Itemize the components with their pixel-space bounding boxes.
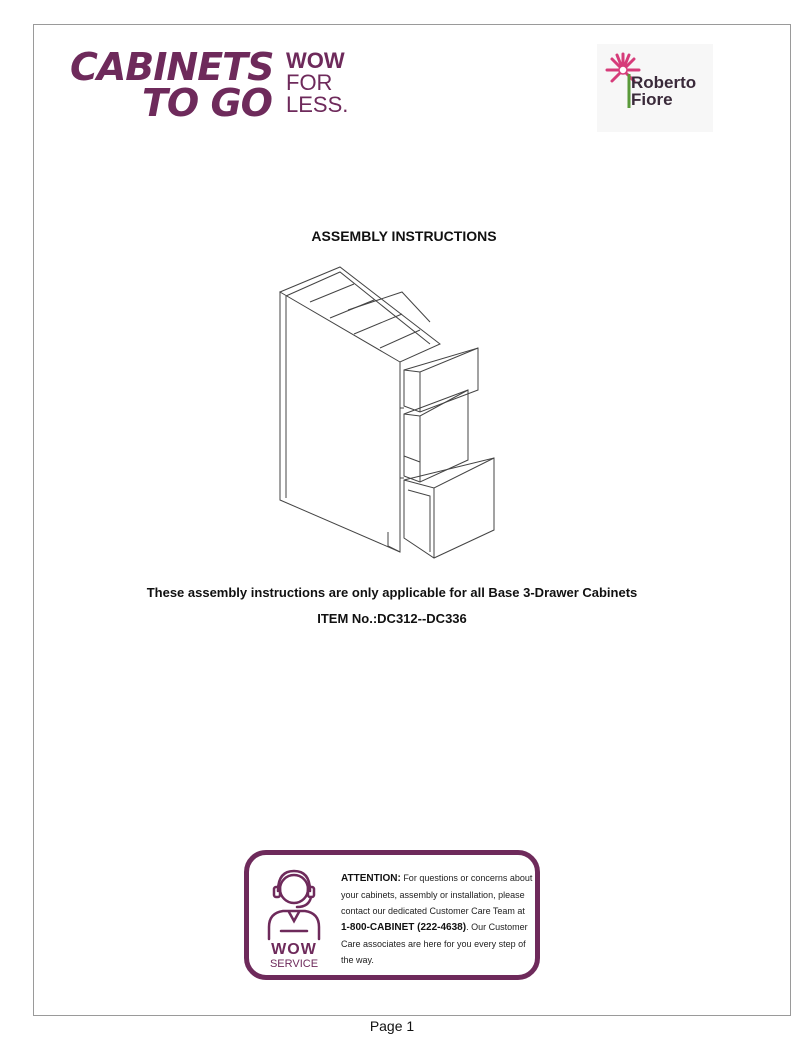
roberto-fiore-logo bbox=[597, 44, 713, 132]
applicability-statement: These assembly instructions are only applicable for all Base 3-Drawer Cabinets bbox=[146, 585, 638, 600]
cabinet-illustration bbox=[270, 262, 500, 562]
partner-name-2: Fiore bbox=[631, 90, 673, 109]
item-number: ITEM No.:DC312--DC336 bbox=[317, 611, 467, 626]
document-title: ASSEMBLY INSTRUCTIONS bbox=[311, 228, 497, 244]
cabinets-to-go-logo bbox=[70, 45, 360, 125]
logo-line-1: CABINETS bbox=[70, 45, 274, 89]
partner-name bbox=[631, 74, 696, 108]
attention-text-2: . Our Customer Care associates are here for you every step of the way. bbox=[341, 922, 528, 965]
attention-box bbox=[244, 850, 540, 980]
customer-care-phone: 1-800-CABINET (222-4638) bbox=[341, 922, 467, 933]
attention-text-1: For questions or concerns about your cabinets, assembly or installation, please contact our dedicated Customer Care Team at bbox=[341, 873, 533, 916]
logo-line-2: TO GO bbox=[142, 81, 272, 125]
wow-badge-title: WOW bbox=[271, 941, 317, 958]
partner-name-1: Roberto bbox=[631, 73, 697, 92]
tagline-less: LESS. bbox=[286, 92, 349, 117]
page-number: Page 1 bbox=[369, 1018, 415, 1034]
customer-service-headset-icon bbox=[261, 865, 327, 945]
attention-message bbox=[341, 870, 533, 968]
wow-badge-subtitle: SERVICE bbox=[269, 958, 319, 970]
attention-heading: ATTENTION: bbox=[341, 873, 401, 884]
tagline-for: FOR bbox=[286, 70, 333, 95]
tagline-wow: WOW bbox=[286, 48, 345, 73]
